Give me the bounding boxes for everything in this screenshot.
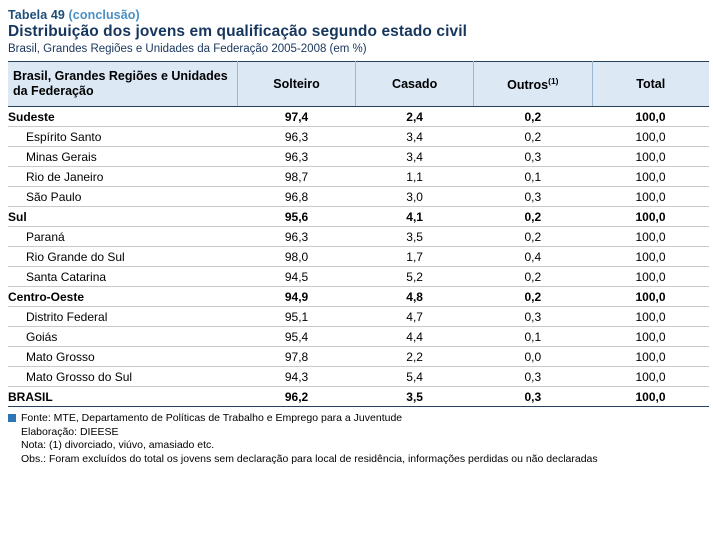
cell-total: 100,0: [592, 387, 709, 407]
cell-total: 100,0: [592, 347, 709, 367]
table-number-suffix: (conclusão): [68, 8, 140, 22]
note-source-line: [8, 412, 707, 426]
table-row: [8, 127, 709, 147]
table-row: [8, 387, 709, 407]
note-source: Fonte: MTE, Departamento de Políticas de Trabalho e Emprego para a Juventude: [21, 412, 403, 424]
column-header-outros-label: Outros: [507, 78, 549, 93]
cell-total: 100,0: [592, 307, 709, 327]
cell-outros: 0,1: [474, 167, 592, 187]
table-body: [8, 107, 709, 407]
table-row: [8, 267, 709, 287]
column-header-region: Brasil, Grandes Regiões e Unidades da Federação: [8, 62, 237, 107]
table-row: [8, 147, 709, 167]
cell-outros: 0,0: [474, 347, 592, 367]
cell-solteiro: 96,3: [237, 127, 355, 147]
cell-total: 100,0: [592, 267, 709, 287]
row-label: Goiás: [8, 327, 237, 347]
cell-solteiro: 95,6: [237, 207, 355, 227]
row-label: Sul: [8, 207, 237, 227]
row-label: Mato Grosso: [8, 347, 237, 367]
note-footnote-1: Nota: (1) divorciado, viúvo, amasiado etc.: [21, 439, 215, 451]
row-label: Minas Gerais: [8, 147, 237, 167]
cell-casado: 2,2: [356, 347, 474, 367]
row-label: São Paulo: [8, 187, 237, 207]
cell-outros: 0,2: [474, 207, 592, 227]
cell-solteiro: 96,3: [237, 147, 355, 167]
column-header-total: Total: [592, 62, 709, 107]
page-subtitle: Brasil, Grandes Regiões e Unidades da Federação 2005-2008 (em %): [8, 43, 367, 55]
note-elaboration: Elaboração: DIEESE: [21, 425, 119, 438]
cell-solteiro: 98,7: [237, 167, 355, 187]
cell-solteiro: 97,8: [237, 347, 355, 367]
cell-casado: 3,5: [356, 227, 474, 247]
column-header-outros: [474, 62, 592, 107]
cell-total: 100,0: [592, 127, 709, 147]
cell-outros: 0,2: [474, 107, 592, 127]
cell-outros: 0,3: [474, 387, 592, 407]
cell-solteiro: 94,9: [237, 287, 355, 307]
table-number: Tabela 49: [8, 8, 65, 22]
table-notes: [8, 412, 707, 466]
table-row: [8, 347, 709, 367]
cell-total: 100,0: [592, 247, 709, 267]
cell-casado: 1,1: [356, 167, 474, 187]
cell-casado: 3,5: [356, 387, 474, 407]
cell-casado: 4,4: [356, 327, 474, 347]
cell-total: 100,0: [592, 187, 709, 207]
row-label: Rio Grande do Sul: [8, 247, 237, 267]
cell-total: 100,0: [592, 227, 709, 247]
cell-total: 100,0: [592, 107, 709, 127]
page-title: Distribuição dos jovens em qualificação segundo estado civil: [8, 23, 468, 40]
cell-total: 100,0: [592, 367, 709, 387]
cell-outros: 0,2: [474, 267, 592, 287]
cell-solteiro: 94,5: [237, 267, 355, 287]
table-row: [8, 367, 709, 387]
cell-casado: 4,8: [356, 287, 474, 307]
table-row: [8, 187, 709, 207]
note-observation: Obs.: Foram excluídos do total os jovens sem declaração para local de residência, informações perdidas ou não declaradas: [21, 452, 598, 465]
cell-casado: 5,2: [356, 267, 474, 287]
row-label: Paraná: [8, 227, 237, 247]
cell-total: 100,0: [592, 287, 709, 307]
cell-outros: 0,3: [474, 307, 592, 327]
cell-outros: 0,3: [474, 187, 592, 207]
cell-outros: 0,1: [474, 327, 592, 347]
cell-solteiro: 96,2: [237, 387, 355, 407]
data-table: [8, 61, 709, 407]
cell-outros: 0,4: [474, 247, 592, 267]
cell-total: 100,0: [592, 167, 709, 187]
cell-total: 100,0: [592, 147, 709, 167]
cell-solteiro: 96,3: [237, 227, 355, 247]
cell-casado: 2,4: [356, 107, 474, 127]
row-label: Centro-Oeste: [8, 287, 237, 307]
cell-solteiro: 96,8: [237, 187, 355, 207]
cell-solteiro: 98,0: [237, 247, 355, 267]
table-row: [8, 207, 709, 227]
cell-casado: 4,1: [356, 207, 474, 227]
cell-casado: 3,0: [356, 187, 474, 207]
cell-casado: 4,7: [356, 307, 474, 327]
table-row: [8, 307, 709, 327]
cell-casado: 3,4: [356, 127, 474, 147]
table-header-row: [8, 62, 709, 107]
table-row: [8, 167, 709, 187]
column-header-casado: Casado: [356, 62, 474, 107]
row-label: BRASIL: [8, 387, 237, 407]
row-label: Espírito Santo: [8, 127, 237, 147]
table-head: [8, 62, 709, 107]
column-header-solteiro: Solteiro: [237, 62, 355, 107]
cell-total: 100,0: [592, 327, 709, 347]
cell-total: 100,0: [592, 207, 709, 227]
row-label: Sudeste: [8, 107, 237, 127]
cell-solteiro: 95,4: [237, 327, 355, 347]
row-label: Santa Catarina: [8, 267, 237, 287]
cell-outros: 0,3: [474, 367, 592, 387]
table-number-label: [8, 8, 707, 22]
cell-outros: 0,2: [474, 287, 592, 307]
row-label: Rio de Janeiro: [8, 167, 237, 187]
cell-solteiro: 97,4: [237, 107, 355, 127]
row-label: Mato Grosso do Sul: [8, 367, 237, 387]
footnote-marker: (1): [548, 75, 559, 86]
cell-casado: 5,4: [356, 367, 474, 387]
row-label: Distrito Federal: [8, 307, 237, 327]
cell-solteiro: 95,1: [237, 307, 355, 327]
cell-solteiro: 94,3: [237, 367, 355, 387]
table-row: [8, 327, 709, 347]
square-bullet-icon: [8, 414, 16, 422]
cell-casado: 1,7: [356, 247, 474, 267]
table-row: [8, 247, 709, 267]
table-row: [8, 227, 709, 247]
cell-outros: 0,3: [474, 147, 592, 167]
table-row: [8, 287, 709, 307]
cell-outros: 0,2: [474, 227, 592, 247]
table-row: [8, 107, 709, 127]
cell-casado: 3,4: [356, 147, 474, 167]
cell-outros: 0,2: [474, 127, 592, 147]
